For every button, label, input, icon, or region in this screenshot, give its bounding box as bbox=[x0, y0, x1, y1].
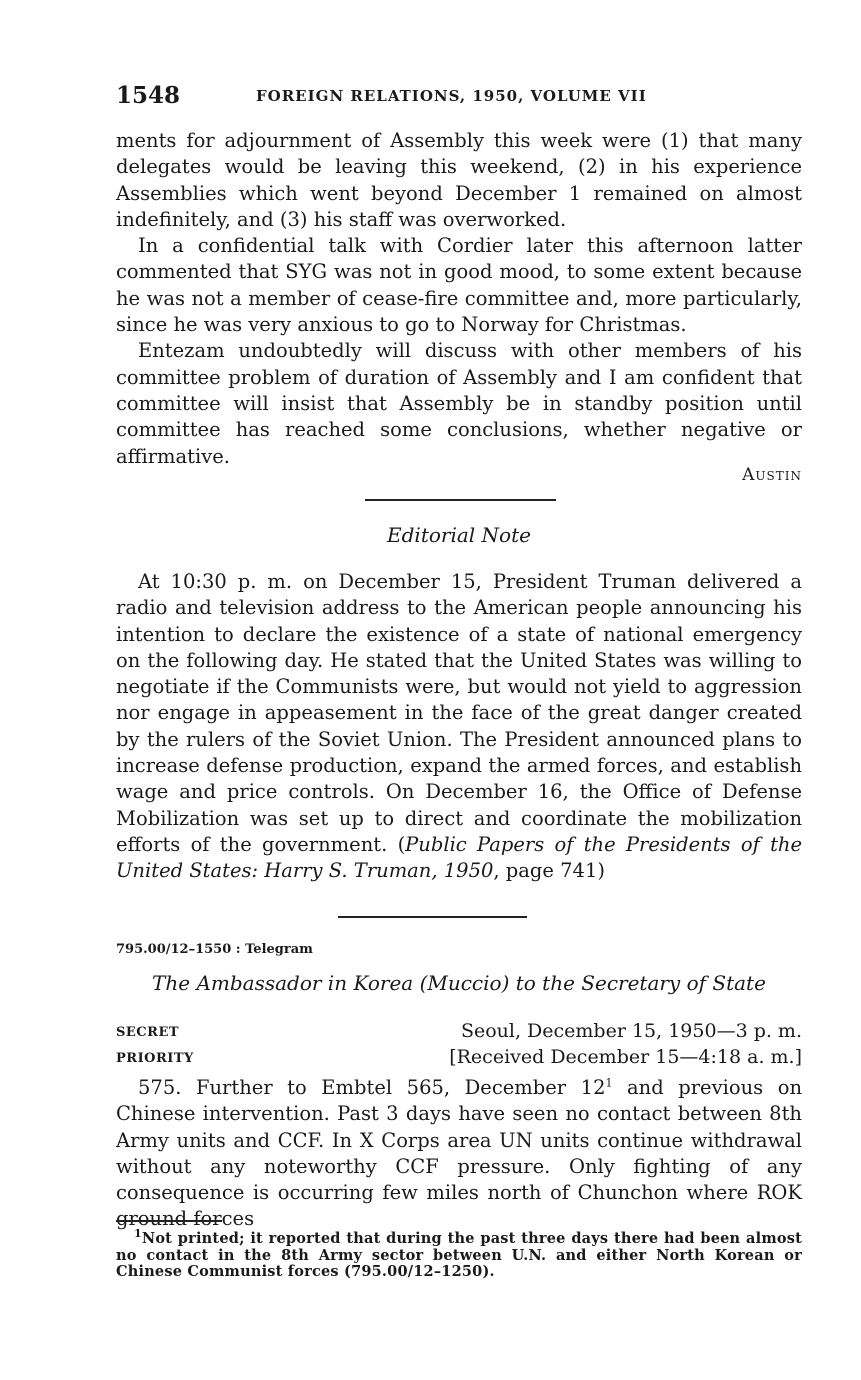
section-divider bbox=[365, 499, 556, 501]
paragraph bbox=[116, 1075, 802, 1233]
signature: Austin bbox=[742, 465, 802, 485]
telegram-text: 575. Further to Embtel 565, December 12 bbox=[138, 1076, 606, 1099]
footnote-divider bbox=[116, 1220, 222, 1222]
telegram-title: The Ambassador in Korea (Muccio) to the Secretary of State bbox=[152, 971, 766, 995]
running-head: FOREIGN RELATIONS, 1950, VOLUME VII bbox=[256, 87, 647, 105]
footnote-marker: 1 bbox=[134, 1227, 142, 1241]
footnote-ref: 1 bbox=[605, 1076, 613, 1090]
footnote bbox=[116, 1227, 802, 1281]
paragraph bbox=[116, 569, 802, 885]
editorial-note-title: Editorial Note bbox=[387, 523, 531, 547]
place-date: Seoul, December 15, 1950—3 p. m. bbox=[460, 1020, 802, 1042]
telegram-body bbox=[116, 1075, 802, 1233]
footnote-paragraph bbox=[116, 1227, 802, 1281]
classification: SECRET bbox=[116, 1025, 180, 1040]
page-header bbox=[116, 82, 806, 112]
document-id: 795.00/12–1550 : Telegram bbox=[116, 942, 313, 957]
page-number: 1548 bbox=[116, 82, 181, 109]
paragraph: In a confidential talk with Cordier later this afternoon latter commented that SYG was not in good mood, to some extent because he was not a member of cease-fire committee and, more particularly, since he was very anxious to go to Norway for Christmas. bbox=[116, 234, 802, 337]
citation-page: , page 741) bbox=[493, 859, 605, 883]
continued-telegram-text bbox=[116, 128, 802, 470]
editorial-note-text: At 10:30 p. m. on December 15, President Truman delivered a radio and television address to the American people announcing his intention to declare the existence of a state of national emergency on the following day. He stated that the United States was willing to negotiate if the Communists were, but would not yield to aggression nor engage in appeasement in the face of the great danger created by the rulers of the Soviet Union. The President announced plans to increase defense production, expand the armed forces, and establish wage and price controls. On December 16, the Office of Defense Mobilization was set up to direct and coordinate the mobilization efforts of the government. bbox=[116, 570, 802, 856]
paragraph: ments for adjournment of Assembly this week were (1) that many delegates would be leaving this weekend, (2) in his experience Assemblies which went beyond December 1 remained on almost indefinitely, and (3) his staff was overworked. bbox=[116, 129, 802, 231]
section-divider bbox=[338, 916, 527, 918]
priority: PRIORITY bbox=[116, 1051, 194, 1066]
telegram-text: and previous on Chinese intervention. Past 3 days have seen no contact between 8th Army units and CCF. In X Corps area UN units continue withdrawal without any noteworthy CCF pressure. Only fighting of any consequence is occurring few miles north of Chunchon where ROK ground forces bbox=[116, 1076, 803, 1231]
received-time: [Received December 15—4:18 a. m.] bbox=[449, 1046, 802, 1068]
citation-open: ( bbox=[397, 832, 406, 856]
paragraph: Entezam undoubtedly will discuss with other members of his committee problem of duration of Assembly and I am confident that committee will insist that Assembly be in standby position until committee has reached some conclusions, whether negative or affirmative. bbox=[116, 339, 802, 468]
editorial-note-body bbox=[116, 569, 802, 885]
citation-title: Public Papers of the Presidents of the United States: Harry S. Truman, 1950 bbox=[116, 832, 802, 883]
footnote-text: Not printed; it reported that during the past three days there had been almost no contact in the 8th Army sector between U.N. and either North Korean or Chinese Communist forces (795.00/12–1250). bbox=[116, 1230, 802, 1280]
